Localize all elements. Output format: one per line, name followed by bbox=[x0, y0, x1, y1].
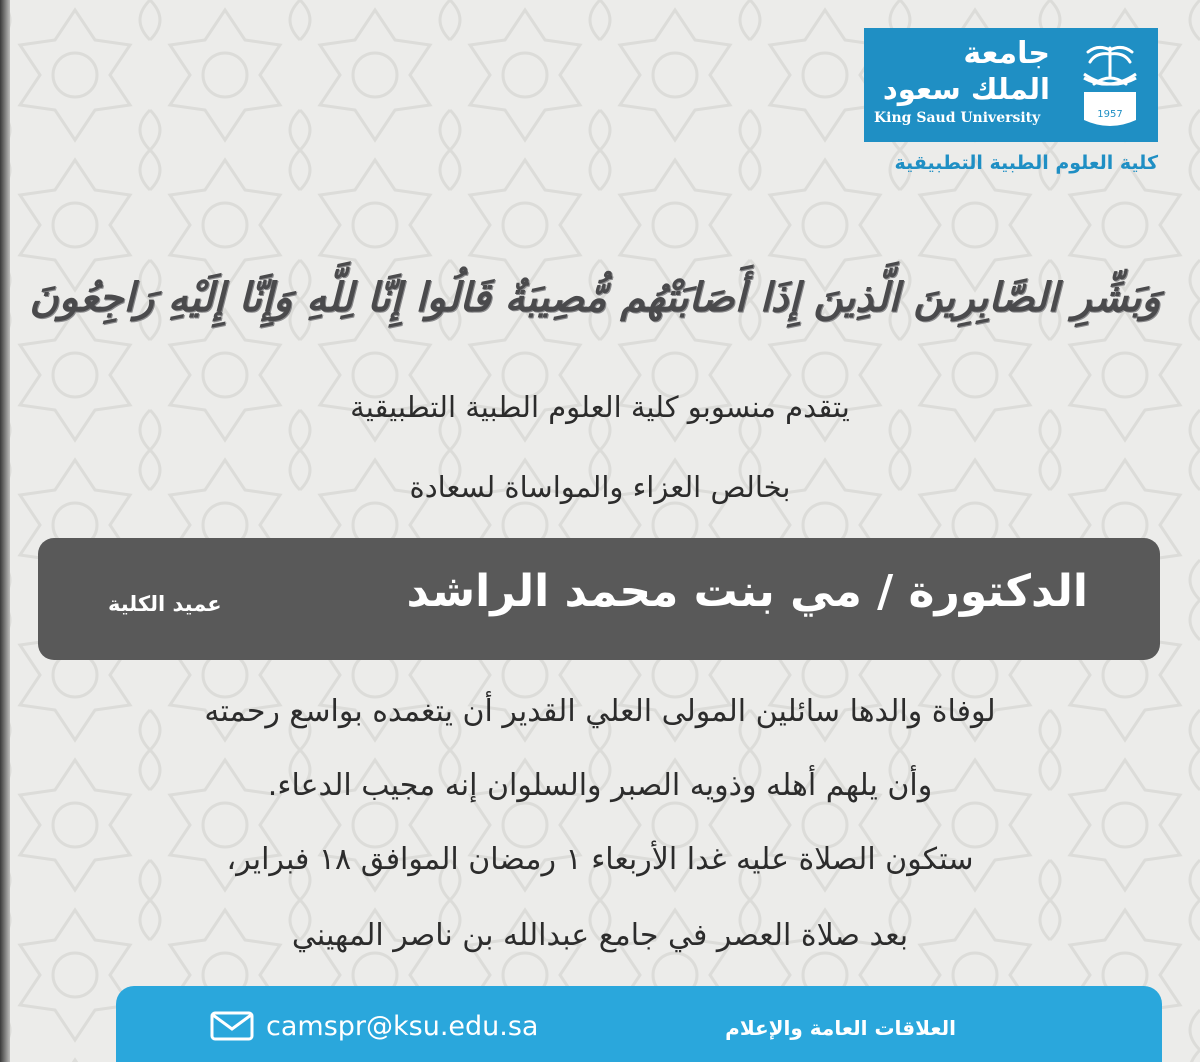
honoree-name: الدكتورة / مي بنت محمد الراشد bbox=[406, 566, 1088, 617]
body-line-2: وأن يلهم أهله وذويه الصبر والسلوان إنه مجيب الدعاء. bbox=[267, 768, 933, 803]
envelope-icon bbox=[210, 1011, 254, 1041]
logo-english-name: King Saud University bbox=[874, 110, 1041, 126]
university-logo bbox=[864, 28, 1158, 142]
intro-line-1: يتقدم منسوبو كلية العلوم الطبية التطبيقية bbox=[350, 390, 850, 424]
left-edge-shadow bbox=[0, 0, 10, 1062]
body-line-4: بعد صلاة العصر في جامع عبدالله بن ناصر المهيني bbox=[291, 918, 909, 953]
honoree-title: عميد الكلية bbox=[108, 592, 222, 616]
college-name: كلية العلوم الطبية التطبيقية bbox=[894, 152, 1158, 174]
department-name: العلاقات العامة والإعلام bbox=[725, 1016, 956, 1040]
emblem-year: 1957 bbox=[1097, 109, 1123, 120]
body-line-3: ستكون الصلاة عليه غدا الأربعاء ١ رمضان الموافق ١٨ فبراير، bbox=[226, 842, 974, 877]
quran-verse-calligraphy: وَبَشِّرِ الصَّابِرِينَ الَّذِينَ إِذَا أَصَابَتْهُم مُّصِيبَةٌ قَالُوا إِنَّا لِلَّهِ وَإِنَّا إِلَيْهِ رَاجِعُونَ bbox=[29, 273, 1161, 321]
intro-line-2: بخالص العزاء والمواساة لسعادة bbox=[409, 470, 791, 504]
contact-email-link[interactable]: camspr@ksu.edu.sa bbox=[266, 1010, 539, 1042]
footer-email-group[interactable] bbox=[210, 1006, 538, 1046]
body-line-1: لوفاة والدها سائلين المولى العلي القدير أن يتغمده بواسع رحمته bbox=[204, 694, 996, 729]
logo-arabic-line1: جامعة bbox=[963, 36, 1050, 71]
logo-arabic-line2: الملك سعود bbox=[882, 72, 1050, 106]
palm-swords-emblem-icon bbox=[1070, 40, 1150, 134]
name-banner bbox=[38, 538, 1160, 660]
footer-bar bbox=[116, 986, 1162, 1062]
